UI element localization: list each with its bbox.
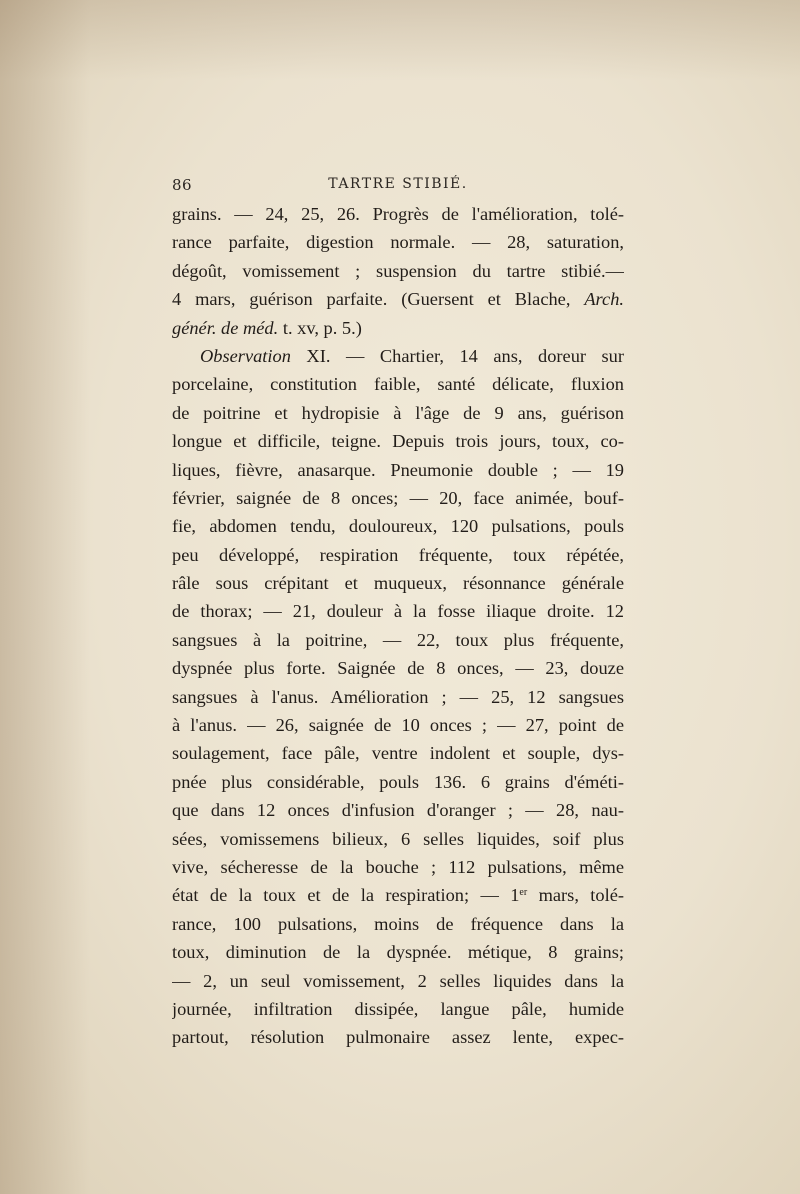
text-line: journée, infiltration dissipée, langue pâle, humide: [172, 998, 624, 1019]
text-line: rance, 100 pulsations, moins de fréquence dans la: [172, 913, 624, 934]
text-line: sées, vomissemens bilieux, 6 selles liquides, soif plus: [172, 828, 624, 849]
text-line: peu développé, respiration fréquente, toux répétée,: [172, 544, 624, 565]
observation-heading-line: [172, 342, 624, 370]
text-line: sangsues à la poitrine, — 22, toux plus fréquente,: [172, 629, 624, 650]
text-segment: 4 mars, guérison parfaite. (Guersent et Blache,: [172, 289, 585, 310]
text-line: février, saignée de 8 onces; — 20, face animée, bouf-: [172, 487, 624, 508]
text-line: [172, 285, 624, 313]
text-line: dyspnée plus forte. Saignée de 8 onces, — 23, douze: [172, 658, 624, 679]
text-line: — 2, un seul vomissement, 2 selles liquides dans la: [172, 970, 624, 991]
running-title: TARTRE STIBIÉ.: [328, 176, 468, 192]
citation-journal-cont: génér. de méd.: [172, 317, 279, 338]
text-line: de poitrine et hydropisie à l'âge de 9 ans, guérison: [172, 402, 624, 423]
page-shadow-top: [0, 0, 800, 80]
text-line: longue et difficile, teigne. Depuis trois jours, toux, co-: [172, 431, 624, 452]
observation-label: Observation: [200, 345, 291, 366]
text-line: râle sous crépitant et muqueux, résonnance générale: [172, 573, 624, 594]
text-line: de thorax; — 21, douleur à la fosse iliaque droite. 12: [172, 601, 624, 622]
text-segment: état de la toux et de la respiration; — 1: [172, 885, 520, 906]
citation-journal: Arch.: [584, 289, 624, 310]
running-header: [172, 174, 624, 198]
text-segment: XI. — Chartier, 14 ans, doreur sur: [290, 345, 624, 366]
text-line: pnée plus considérable, pouls 136. 6 grains d'éméti-: [172, 771, 624, 792]
text-line: liques, fièvre, anasarque. Pneumonie double ; — 19: [172, 459, 624, 480]
text-line: [172, 314, 624, 342]
superscript: er: [519, 887, 528, 899]
text-segment: mars, tolé-: [527, 885, 624, 906]
page-number: 86: [172, 176, 193, 194]
body-text: [172, 200, 624, 1052]
text-line: rance parfaite, digestion normale. — 28, saturation,: [172, 232, 624, 253]
text-line: que dans 12 onces d'infusion d'oranger ; — 28, nau-: [172, 800, 624, 821]
page-shadow-left: [0, 0, 90, 1194]
text-line: soulagement, face pâle, ventre indolent et souple, dys-: [172, 743, 624, 764]
text-line: fie, abdomen tendu, douloureux, 120 pulsations, pouls: [172, 516, 624, 537]
text-line: [172, 881, 624, 909]
text-line: toux, diminution de la dyspnée. métique, 8 grains;: [172, 942, 624, 963]
text-line: grains. — 24, 25, 26. Progrès de l'amélioration, tolé-: [172, 204, 624, 224]
text-segment: t. xv, p. 5.): [278, 317, 362, 338]
text-line: sangsues à l'anus. Amélioration ; — 25, 12 sangsues: [172, 686, 624, 707]
text-line: porcelaine, constitution faible, santé délicate, fluxion: [172, 374, 624, 395]
text-line: à l'anus. — 26, saignée de 10 onces ; — 27, point de: [172, 715, 624, 736]
text-line: dégoût, vomissement ; suspension du tartre stibié.—: [172, 260, 624, 281]
text-line: partout, résolution pulmonaire assez lente, expec-: [172, 1027, 624, 1048]
text-line: vive, sécheresse de la bouche ; 112 pulsations, même: [172, 856, 624, 877]
